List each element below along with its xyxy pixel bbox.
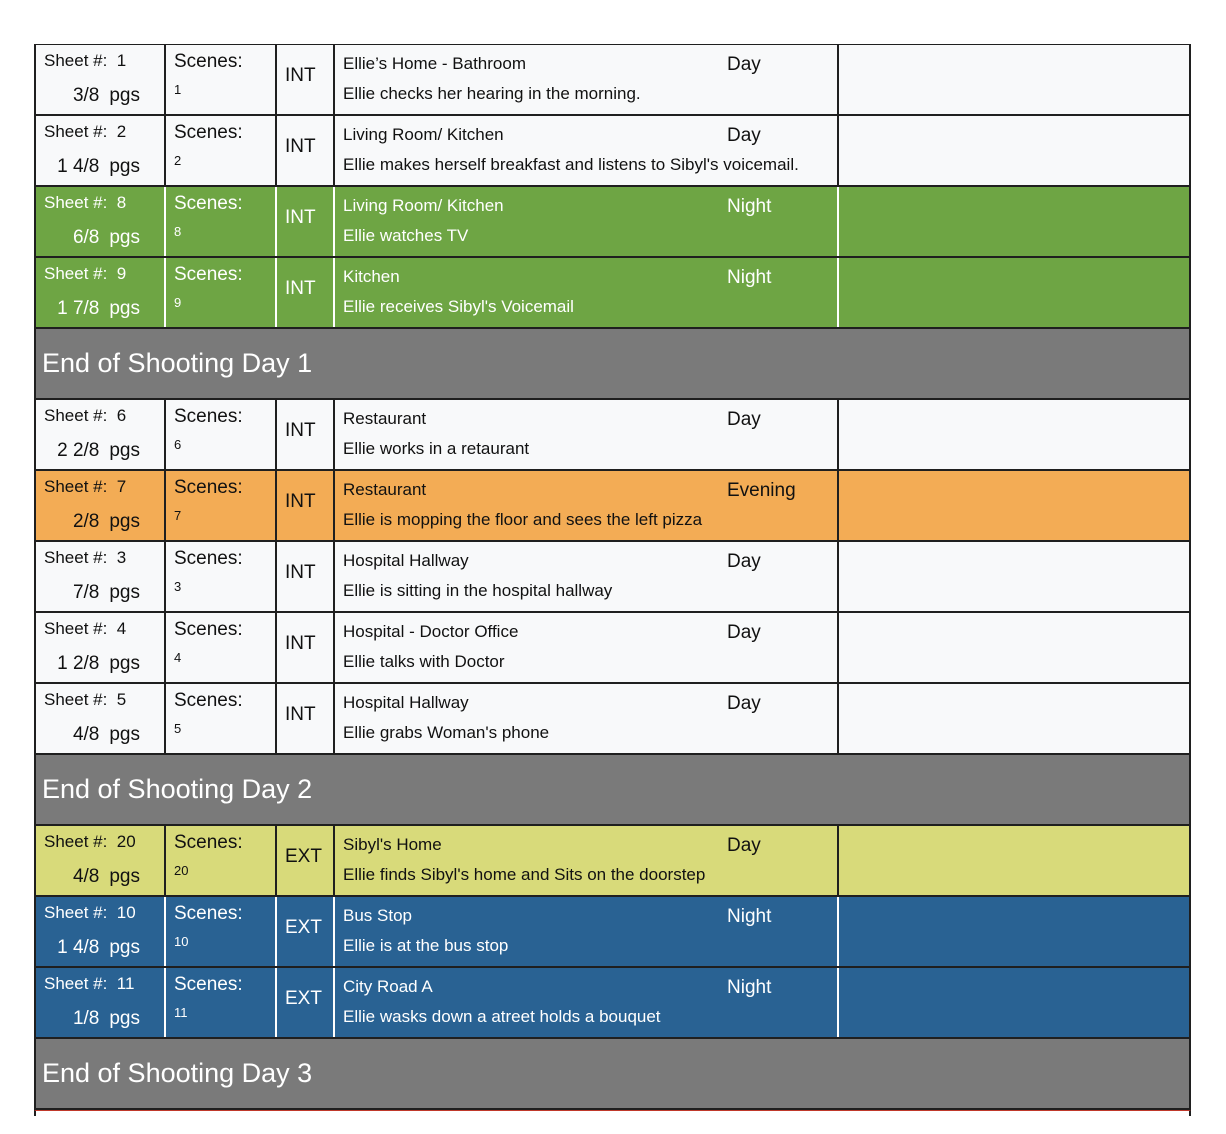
scene-summary: Ellie is mopping the floor and sees the left pizza xyxy=(343,510,703,529)
sheet-number-line xyxy=(44,122,126,142)
time-of-day: Night xyxy=(727,977,772,998)
scenes-label: Scenes: xyxy=(174,193,243,214)
scenes-label: Scenes: xyxy=(174,406,243,427)
scene-number: 3 xyxy=(174,579,182,594)
page-count: 1 4/8 xyxy=(57,156,100,177)
sheet-number-line xyxy=(44,903,136,923)
int-ext-cell xyxy=(277,187,335,256)
scene-summary: Ellie is sitting in the hospital hallway xyxy=(343,581,613,600)
pages-unit: pgs xyxy=(109,298,140,319)
page-count: 6/8 xyxy=(72,227,100,248)
time-of-day: Day xyxy=(727,693,761,714)
int-ext-cell xyxy=(277,471,335,540)
pages-unit: pgs xyxy=(109,85,140,106)
sheet-cell xyxy=(36,542,166,611)
scenes-label: Scenes: xyxy=(174,903,243,924)
sheet-number: 2 xyxy=(116,122,127,141)
location-text: Sibyl's Home xyxy=(343,835,442,854)
sheet-cell xyxy=(36,471,166,540)
location-text: Hospital Hallway xyxy=(343,693,469,712)
pages-unit: pgs xyxy=(109,724,140,745)
scenes-label: Scenes: xyxy=(174,477,243,498)
int-ext-label: INT xyxy=(285,65,316,86)
page-count: 1 7/8 xyxy=(57,298,100,319)
sheet-cell xyxy=(36,826,166,895)
page-count-line xyxy=(73,724,140,746)
sheet-cell xyxy=(36,116,166,185)
notes-cell[interactable] xyxy=(839,684,1189,753)
scenes-label: Scenes: xyxy=(174,548,243,569)
int-ext-cell xyxy=(277,684,335,753)
location-text: Bus Stop xyxy=(343,906,412,925)
sheet-label: Sheet #: xyxy=(44,264,108,283)
page-count-line xyxy=(73,227,140,249)
scene-summary: Ellie makes herself breakfast and listens to Sibyl's voicemail. xyxy=(343,155,799,174)
day-break-text: End of Shooting Day 3 xyxy=(42,1058,313,1088)
scenes-cell xyxy=(166,187,277,256)
notes-cell[interactable] xyxy=(839,471,1189,540)
location-text: Restaurant xyxy=(343,409,427,428)
int-ext-cell xyxy=(277,400,335,469)
sheet-label: Sheet #: xyxy=(44,477,108,496)
int-ext-label: INT xyxy=(285,207,316,228)
page-count-line xyxy=(57,440,140,462)
int-ext-cell xyxy=(277,826,335,895)
scenes-label: Scenes: xyxy=(174,619,243,640)
scenes-cell xyxy=(166,826,277,895)
scene-strip[interactable] xyxy=(34,825,1191,897)
location-text: City Road A xyxy=(343,977,433,996)
scene-strip[interactable] xyxy=(34,612,1191,684)
scene-strip[interactable] xyxy=(34,541,1191,613)
scene-number: 4 xyxy=(174,650,182,665)
pages-unit: pgs xyxy=(109,653,140,674)
scene-summary: Ellie finds Sibyl's home and Sits on the doorstep xyxy=(343,865,706,884)
sheet-number: 3 xyxy=(116,548,127,567)
notes-cell[interactable] xyxy=(839,116,1189,185)
scenes-label: Scenes: xyxy=(174,122,243,143)
scene-number: 8 xyxy=(174,224,182,239)
location-text: Ellie’s Home - Bathroom xyxy=(343,54,526,73)
sheet-label: Sheet #: xyxy=(44,122,108,141)
description-cell xyxy=(335,400,839,469)
sheet-number: 9 xyxy=(116,264,127,283)
time-of-day: Day xyxy=(727,622,761,643)
description-cell xyxy=(335,826,839,895)
page-count-line xyxy=(57,156,140,178)
scene-summary: Ellie is at the bus stop xyxy=(343,936,509,955)
scenes-cell xyxy=(166,897,277,966)
time-of-day: Day xyxy=(727,54,761,75)
notes-cell[interactable] xyxy=(839,45,1189,114)
page-count: 4/8 xyxy=(72,866,100,887)
scene-number: 20 xyxy=(174,863,189,878)
description-cell xyxy=(335,684,839,753)
page-count-line xyxy=(73,85,140,107)
sheet-label: Sheet #: xyxy=(44,406,108,425)
pages-unit: pgs xyxy=(109,1008,140,1029)
int-ext-label: INT xyxy=(285,704,316,725)
notes-cell[interactable] xyxy=(839,826,1189,895)
scene-strip[interactable] xyxy=(34,896,1191,968)
int-ext-label: EXT xyxy=(285,988,322,1009)
int-ext-label: INT xyxy=(285,562,316,583)
scenes-label: Scenes: xyxy=(174,832,243,853)
scene-number: 9 xyxy=(174,295,182,310)
scene-number: 2 xyxy=(174,153,182,168)
pages-unit: pgs xyxy=(109,937,140,958)
sheet-number: 5 xyxy=(116,690,127,709)
strip-board xyxy=(34,45,1191,1116)
scenes-label: Scenes: xyxy=(174,264,243,285)
description-cell xyxy=(335,258,839,327)
scene-strip[interactable] xyxy=(34,399,1191,471)
description-cell xyxy=(335,187,839,256)
scenes-label: Scenes: xyxy=(174,51,243,72)
sheet-label: Sheet #: xyxy=(44,974,108,993)
sheet-number: 4 xyxy=(116,619,127,638)
scene-number: 11 xyxy=(174,1005,188,1020)
location-text: Kitchen xyxy=(343,267,400,286)
int-ext-label: INT xyxy=(285,633,316,654)
page-count: 2/8 xyxy=(72,511,100,532)
sheet-number: 1 xyxy=(116,51,127,70)
scene-strip[interactable] xyxy=(34,257,1191,329)
sheet-cell xyxy=(36,968,166,1037)
scene-number: 7 xyxy=(174,508,182,523)
scenes-cell xyxy=(166,542,277,611)
time-of-day: Day xyxy=(727,835,761,856)
sheet-number: 10 xyxy=(116,903,136,922)
page-count: 1/8 xyxy=(72,1008,100,1029)
int-ext-cell xyxy=(277,968,335,1037)
sheet-cell xyxy=(36,45,166,114)
scene-strip[interactable] xyxy=(34,470,1191,542)
int-ext-cell xyxy=(277,897,335,966)
time-of-day: Night xyxy=(727,906,772,927)
scene-summary: Ellie talks with Doctor xyxy=(343,652,505,671)
scene-number: 10 xyxy=(174,934,189,949)
scene-number: 1 xyxy=(174,82,182,97)
page-count: 1 4/8 xyxy=(57,937,100,958)
int-ext-cell xyxy=(277,116,335,185)
description-cell xyxy=(335,45,839,114)
pages-unit: pgs xyxy=(109,582,140,603)
notes-cell[interactable] xyxy=(839,613,1189,682)
int-ext-label: INT xyxy=(285,278,316,299)
day-break-text: End of Shooting Day 2 xyxy=(42,774,313,804)
day-break-banner[interactable] xyxy=(34,1038,1191,1110)
scene-summary: Ellie receives Sibyl's Voicemail xyxy=(343,297,574,316)
scene-strip[interactable] xyxy=(34,115,1191,187)
scenes-cell xyxy=(166,116,277,185)
scene-strip[interactable] xyxy=(34,683,1191,755)
scene-summary: Ellie grabs Woman's phone xyxy=(343,723,550,742)
sheet-number-line xyxy=(44,619,126,639)
sheet-number: 8 xyxy=(116,193,127,212)
sheet-cell xyxy=(36,258,166,327)
scene-strip[interactable] xyxy=(34,44,1191,116)
scene-summary: Ellie watches TV xyxy=(343,226,469,245)
scenes-label: Scenes: xyxy=(174,690,243,711)
int-ext-label: INT xyxy=(285,420,316,441)
sheet-label: Sheet #: xyxy=(44,832,108,851)
notes-cell[interactable] xyxy=(839,258,1189,327)
page-count: 1 2/8 xyxy=(57,653,100,674)
scenes-cell xyxy=(166,968,277,1037)
sheet-number: 11 xyxy=(116,974,135,993)
sheet-cell xyxy=(36,613,166,682)
description-cell xyxy=(335,471,839,540)
sheet-label: Sheet #: xyxy=(44,619,108,638)
scene-summary: Ellie wasks down a atreet holds a bouquet xyxy=(343,1007,661,1026)
scenes-cell xyxy=(166,258,277,327)
scene-number: 5 xyxy=(174,721,182,736)
sheet-cell xyxy=(36,897,166,966)
sheet-label: Sheet #: xyxy=(44,51,108,70)
sheet-number-line xyxy=(44,51,126,71)
time-of-day: Evening xyxy=(727,480,796,501)
int-ext-cell xyxy=(277,45,335,114)
page-count: 7/8 xyxy=(72,582,100,603)
time-of-day: Day xyxy=(727,551,761,572)
int-ext-label: EXT xyxy=(285,846,322,867)
sheet-number: 7 xyxy=(116,477,127,496)
scenes-label: Scenes: xyxy=(174,974,243,995)
location-text: Hospital Hallway xyxy=(343,551,469,570)
time-of-day: Night xyxy=(727,196,772,217)
sheet-number: 20 xyxy=(116,832,136,851)
notes-cell[interactable] xyxy=(839,897,1189,966)
day-break-banner[interactable] xyxy=(34,754,1191,826)
notes-cell[interactable] xyxy=(839,542,1189,611)
notes-cell[interactable] xyxy=(839,968,1189,1037)
sheet-number: 6 xyxy=(116,406,127,425)
page-count-line xyxy=(57,937,140,959)
sheet-cell xyxy=(36,187,166,256)
sheet-number-line xyxy=(44,406,126,426)
pages-unit: pgs xyxy=(109,866,140,887)
scenes-cell xyxy=(166,613,277,682)
page-count-line xyxy=(73,1008,140,1030)
page-count-line xyxy=(73,866,140,888)
sheet-label: Sheet #: xyxy=(44,193,108,212)
page-count-line xyxy=(57,298,140,320)
time-of-day: Night xyxy=(727,267,772,288)
sheet-number-line xyxy=(44,832,136,852)
time-of-day: Day xyxy=(727,125,761,146)
page-count-line xyxy=(73,511,140,533)
pages-unit: pgs xyxy=(109,156,140,177)
sheet-number-line xyxy=(44,548,126,568)
pages-unit: pgs xyxy=(109,511,140,532)
sheet-cell xyxy=(36,684,166,753)
description-cell xyxy=(335,542,839,611)
int-ext-label: EXT xyxy=(285,917,322,938)
int-ext-cell xyxy=(277,613,335,682)
next-strip-edge xyxy=(34,1110,1191,1116)
scenes-cell xyxy=(166,400,277,469)
sheet-label: Sheet #: xyxy=(44,548,108,567)
day-break-text: End of Shooting Day 1 xyxy=(42,348,313,378)
scene-strip[interactable] xyxy=(34,186,1191,258)
page-count: 2 2/8 xyxy=(57,440,100,461)
location-text: Restaurant xyxy=(343,480,427,499)
int-ext-label: INT xyxy=(285,491,316,512)
sheet-number-line xyxy=(44,974,134,994)
notes-cell[interactable] xyxy=(839,400,1189,469)
time-of-day: Day xyxy=(727,409,761,430)
page-count-line xyxy=(57,653,140,675)
int-ext-cell xyxy=(277,258,335,327)
pages-unit: pgs xyxy=(109,440,140,461)
location-text: Living Room/ Kitchen xyxy=(343,196,504,215)
sheet-number-line xyxy=(44,477,126,497)
page-count-line xyxy=(73,582,140,604)
location-text: Living Room/ Kitchen xyxy=(343,125,504,144)
page-count: 4/8 xyxy=(72,724,100,745)
scene-summary: Ellie checks her hearing in the morning. xyxy=(343,84,641,103)
description-cell xyxy=(335,613,839,682)
description-cell xyxy=(335,968,839,1037)
sheet-number-line xyxy=(44,264,126,284)
scenes-cell xyxy=(166,45,277,114)
int-ext-cell xyxy=(277,542,335,611)
sheet-number-line xyxy=(44,193,126,213)
description-cell xyxy=(335,897,839,966)
scenes-cell xyxy=(166,471,277,540)
scene-number: 6 xyxy=(174,437,182,452)
sheet-cell xyxy=(36,400,166,469)
day-break-banner[interactable] xyxy=(34,328,1191,400)
sheet-number-line xyxy=(44,690,126,710)
notes-cell[interactable] xyxy=(839,187,1189,256)
scene-strip[interactable] xyxy=(34,967,1191,1039)
sheet-label: Sheet #: xyxy=(44,690,108,709)
location-text: Hospital - Doctor Office xyxy=(343,622,519,641)
page-count: 3/8 xyxy=(72,85,100,106)
int-ext-label: INT xyxy=(285,136,316,157)
pages-unit: pgs xyxy=(109,227,140,248)
description-cell xyxy=(335,116,839,185)
scenes-cell xyxy=(166,684,277,753)
scene-summary: Ellie works in a retaurant xyxy=(343,439,530,458)
sheet-label: Sheet #: xyxy=(44,903,108,922)
